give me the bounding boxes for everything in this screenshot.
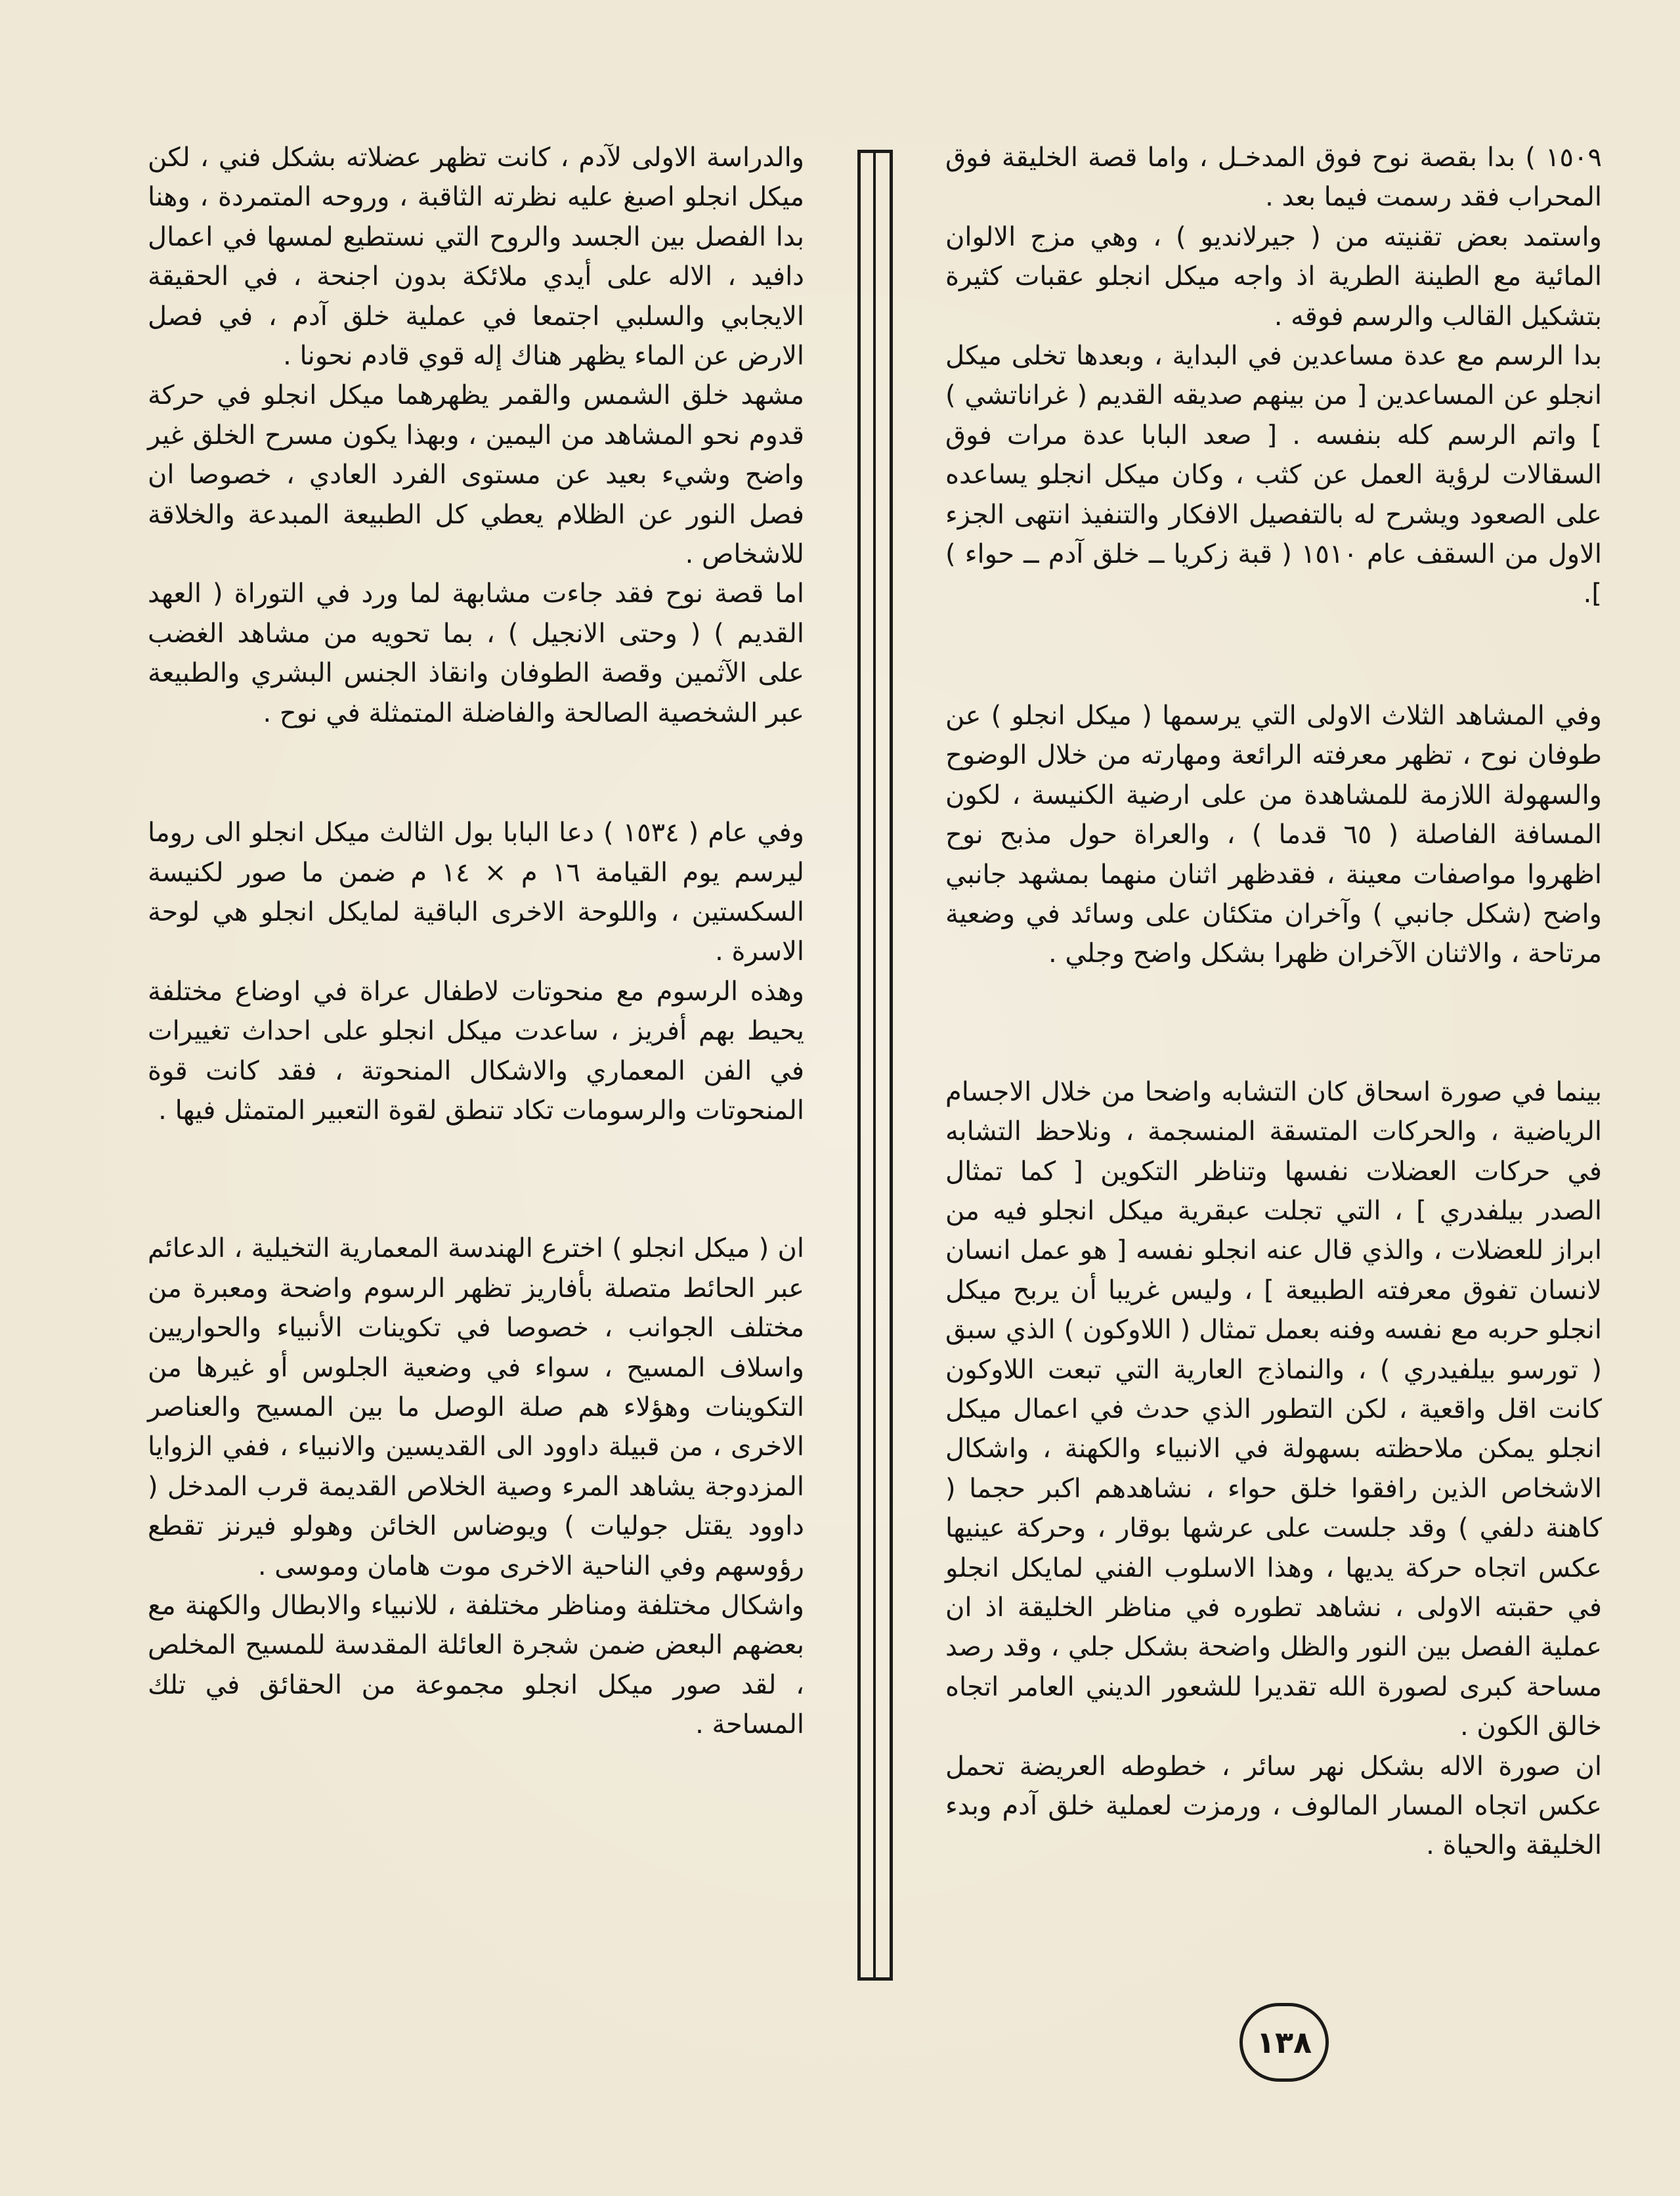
right-paragraph-6: ان صورة الاله بشكل نهر سائر ، خطوطه العريضة تحمل عكس اتجاه المسار المالوف ، ورمزت لعملية خلق آدم وبدء الخليقة والحياة . <box>945 1751 1602 1861</box>
right-paragraph-4: وفي المشاهد الثلاث الاولى التي يرسمها ( ميكل انجلو ) عن طوفان نوح ، تظهر معرفته الرائعة ومهارته من خلال الوضوح والسهولة اللازمة للمشاهدة من على ارضية الكنيسة ، لكون المسافة الفاصلة ( ٦٥ قدما ) ، والعراة حول مذبح نوح اظهروا مواصفات معينة ، فقدظهر اثنان منهما بمشهد جانبي واضح (شكل جانبي ) وآخران متكئان على وسائد في وضعية مرتاحة ، والاثنان الآخران ظهرا بشكل واضح وجلي . <box>945 700 1602 969</box>
paragraph-spacer <box>945 974 1602 1072</box>
paragraph-spacer <box>148 1130 804 1229</box>
left-paragraph-2: مشهد خلق الشمس والقمر يظهرهما ميكل انجلو في حركة قدوم نحو المشاهد من اليمين ، وبهذا يكون مسرح الخلق غير واضح وشيء بعيد عن مستوى الفرد العادي ، خصوصا ان فصل النور عن الظلام يعطي كل الطبيعة المبدعة والخلاقة للاشخاص . <box>148 380 804 570</box>
right-paragraph-3: بدا الرسم مع عدة مساعدين في البداية ، وبعدها تخلى ميكل انجلو عن المساعدين [ من بينهم صديقه القديم ( غراناتشي ) ] واتم الرسم كله بنفسه . [ صعد البابا عدة مرات فوق السقالات لرؤية العمل عن كثب ، وكان ميكل انجلو يساعده على الصعود ويشرح له بالتفصيل الافكار والتنفيذ انتهى الجزء الاول من السقف عام ١٥١٠ ( قبة زكريا ــ خلق آدم ــ حواء ) ]. <box>945 341 1602 609</box>
left-paragraph-5: وهذه الرسوم مع منحوتات لاطفال عراة في اوضاع مختلفة يحيط بهم أفريز ، ساعدت ميكل انجلو على احداث تغييرات في الفن المعماري والاشكال المنحوتة ، فقد كانت قوة المنحوتات والرسومات تكاد تنطق لقوة التعبير المتمثل فيها . <box>148 976 804 1126</box>
left-paragraph-6: ان ( ميكل انجلو ) اخترع الهندسة المعمارية التخيلية ، الدعائم عبر الحائط متصلة بأفاريز تظهر الرسوم واضحة ومعبرة من مختلف الجوانب ، خصوصا في تكوينات الأنبياء والحواريين واسلاف المسيح ، سواء في وضعية الجلوس أو غيرها من التكوينات وهؤلاء هم صلة الوصل ما بين المسيح والعناصر الاخرى ، من قبيلة داوود الى القديسين والانبياء ، ففي الزوايا المزدوجة يشاهد المرء وصية الخلاص القديمة قرب المدخل ( داوود يقتل جوليات ) ويوضاس الخائن وهولو فيرنز تقطع رؤوسهم وفي الناحية الاخرى موت هامان وموسى . <box>148 1233 804 1581</box>
left-paragraph-4: وفي عام ( ١٥٣٤ ) دعا البابا بول الثالث ميكل انجلو الى روما ليرسم يوم القيامة ١٦ م × ١٤ م ضمن ما صور لكنيسة السكستين ، واللوحة الاخرى الباقية لمايكل انجلو هي لوحة الاسرة . <box>148 818 804 967</box>
paragraph-spacer <box>148 733 804 813</box>
right-paragraph-2: واستمد بعض تقنيته من ( جيرلانديو ) ، وهي مزج الالوان المائية مع الطينة الطرية اذ واجه ميكل انجلو عقبات كثيرة بتشكيل القالب والرسم فوقه . <box>945 221 1602 332</box>
left-paragraph-1: والدراسة الاولى لآدم ، كانت تظهر عضلاته بشكل فني ، لكن ميكل انجلو اصبغ عليه نظرته الثاقبة ، وروحه المتمردة ، وهنا بدا الفصل بين الجسد والروح التي نستطيع لمسها في اعمال دافيد ، الاله على أيدي ملائكة بدون اجنحة ، في الحقيقة الايجابي والسلبي اجتمعا في عملية خلق آدم ، في فصل الارض عن الماء يظهر هناك إله قوي قادم نحونا . <box>148 143 804 372</box>
left-paragraph-3: اما قصة نوح فقد جاءت مشابهة لما ورد في التوراة ( العهد القديم ) ( وحتى الانجيل ) ، بما تحويه من مشاهد الغضب على الآثمين وقصة الطوفان وانقاذ الجنس البشري والطبيعة عبر الشخصية الصالحة والفاضلة المتمثلة في نوح . <box>148 579 804 728</box>
page-number: ١٣٨ <box>1256 2025 1312 2060</box>
column-divider-line <box>873 150 876 1981</box>
left-paragraph-7: واشكال مختلفة ومناظر مختلفة ، للانبياء والابطال والكهنة مع بعضهم البعض ضمن شجرة العائلة المقدسة للمسيح المخلص ، لقد صور ميكل انجلو مجموعة من الحقائق في تلك المساحة . <box>148 1591 804 1740</box>
right-paragraph-5: بينما في صورة اسحاق كان التشابه واضحا من خلال الاجسام الرياضية ، والحركات المتسقة المنسجمة ، ونلاحظ التشابه في حركات العضلات نفسها وتناظر التكوين [ كما تمثال الصدر بيلفدري ] ، التي تجلت عبقرية ميكل انجلو فيه من ابراز للعضلات ، والذي قال عنه انجلو نفسه [ هو عمل انسان لانسان تفوق معرفته الطبيعة ] ، وليس غريبا أن يربح ميكل انجلو حربه مع نفسه وفنه بعمل تمثال ( اللاوكون ) الذي سبق ( تورسو بيلفيدري ) ، والنماذج العارية التي تبعت اللاوكون كانت اقل واقعية ، لكن التطور الذي حدث في اعمال ميكل انجلو يمكن ملاحظته بسهولة في الانبياء والكهنة ، واشكال الاشخاص الذين رافقوا خلق حواء ، نشاهدهم اكبر حجما ( كاهنة دلفي ) وقد جلست على عرشها بوقار ، وحركة عينيها عكس اتجاه حركة يديها ، وهذا الاسلوب الفني لمايكل انجلو في حقبته الاولى ، نشاهد تطوره في مناظر الخليقة اذ ان عملية الفصل بين النور والظل واضحة بشكل جلي ، وقد رصد مساحة كبرى لصورة الله تقديرا للشعور الديني العامر اتجاه خالق الكون . <box>945 1076 1602 1742</box>
left-text-column <box>148 138 804 1745</box>
paragraph-spacer <box>945 614 1602 696</box>
right-paragraph-1: ١٥٠٩ ) بدا بقصة نوح فوق المدخـل ، واما قصة الخليقة فوق المحراب فقد رسمت فيما بعد . <box>945 143 1602 213</box>
page-number-badge <box>1239 2003 1329 2082</box>
right-text-column <box>945 138 1602 1866</box>
